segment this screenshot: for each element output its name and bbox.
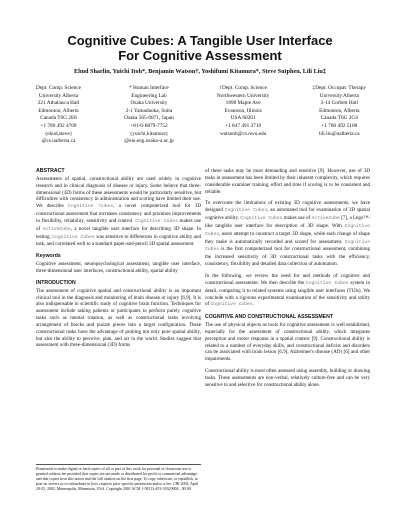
affiliation-line: +1 780 492 5108 <box>321 122 358 129</box>
affiliation-line: Northwestern University <box>216 92 270 99</box>
cognitive-assessment-heading: COGNITIVE AND CONSTRUCTIONAL ASSESSMENT <box>205 314 334 321</box>
affiliation-line: @eie.eng.osaka-u.ac.jp <box>124 138 174 145</box>
paper-title <box>0 33 400 63</box>
affiliation-line: Osaka University <box>130 100 168 107</box>
right-column <box>205 168 370 394</box>
affiliation-line: Dept. Comp. Science <box>36 85 82 91</box>
abstract-part: makes use of <box>36 217 201 232</box>
affiliation-line: +1 847 491 3710 <box>225 122 262 129</box>
title-line-2: For Cognitive Assessment <box>118 48 282 63</box>
body-part: , users attempt to construct a target 3D shape, while each change of shape they make is automatically recorded and scored for assessment. <box>205 230 370 245</box>
affiliation-line: University Alberta <box>319 92 359 99</box>
abstract-part: was sensitive to differences in cognitive ability and task, and correlated well to a standard paper-and-pencil 3D spatial assessment. <box>36 233 201 248</box>
affiliation-line: 221 Athabasca Hall <box>37 100 80 107</box>
system-name: Cognitive Cubes <box>52 234 95 240</box>
abstract-part: , a novel computerized tool for 3D constructional assessment that increases consistency and promises improvements in flexibility, reliability, sensitivity and control. <box>36 203 201 224</box>
body-part: In the following, we review the need for and methods of cognitive and constructional assessment. We then describe the <box>205 272 370 286</box>
body-paragraph: of these tasks may be most demanding and sensitive [9]. However, use of 3D tasks in assessment has been limited by their inherent complexity, which requires considerable examiner training, effort and time if scoring is to be consistent and reliable. <box>205 168 370 195</box>
affiliation-line: Canada T6G 2E8 <box>40 115 77 122</box>
body-part: [7], a Lego™-like tangible user interface for description of 3D shape. With <box>205 215 371 229</box>
introduction-heading: INTRODUCTION <box>36 279 76 286</box>
affiliation-line: Canada T6G 2G4 <box>320 115 358 122</box>
body-part: system in detail, comparing it to related systems using tangible user interfaces (TUIs). We conclude with a rigorous experimental examination of the sensitivity and utility of <box>205 279 371 308</box>
affiliation-line: Osaka 565-0871, Japan <box>124 115 174 122</box>
affiliation-line: {ehud,steve} <box>44 130 73 137</box>
affiliations <box>36 85 366 146</box>
affiliation-line: 1890 Maple Ave <box>225 100 261 107</box>
affiliation-line: +81-6-6879-7752 <box>130 122 168 129</box>
affiliation-alberta-cs <box>36 85 81 146</box>
abstract-heading: ABSTRACT <box>36 168 65 174</box>
affiliation-line: +1 780 492 4768 <box>40 122 77 129</box>
copyright-footnote: Permission to make digital or hard copies of all or part of this work for personal or classroom use is granted without fee provided that copies are not made or distributed for profit or commercial advantage and that copies bear this notice and the full citation on the first page. To copy otherwise, or republish, to post on servers or to redistribute to lists, requires prior specific permission and/or a fee. CHI 2002, April 20-25, 2002, Minneapolis, Minnesota, USA. Copyright 2001 ACM 1-58113-453-3/02/0004…$5.00. <box>36 464 201 492</box>
keywords-heading: Keywords <box>36 253 61 260</box>
abstract-part: Assessments of spatial, constructional ability are used widely in cognitive research and in clinical diagnosis of disease or injury. Some believe that three-dimensional (3D) forms of these assessments would be particularly sensitive, but difficulties with consistency in administration and scoring have limited their use. We describe <box>36 175 201 210</box>
body-paragraph: The use of physical objects as tools for cognitive assessment is well established, especially for the assessment of constructional ability, which integrates perception and motor response in a spatial context [9]. Constructional ability is related to a number of everyday skills, and constructional deficits and disorders can be associated with brain lesion [6,9], Alzheimer's disease (AD) [6] and other impairments. <box>205 322 370 363</box>
system-name: Cognitive Cubes <box>68 204 114 210</box>
affiliation-line: University Alberta <box>38 92 79 99</box>
system-name: Cognitive Cubes <box>224 208 268 214</box>
introduction-text: The assessment of cognitive spatial and constructional ability is an important clinical tool in the diagnosis and monitoring of brain disease or injury [6,9]. It is also indispensable in scientific study of cognitive brain function. Techniques for assessment include asking patients or participants to perform purely cognitive tasks such as mental rotation, as well as constructional tasks involving arrangement of blocks and puzzle pieces into a target configuration. These constructional tasks have the advantage of probing not only pure spatial ability, but also the ability to perceive, plan, and act in the world. Studies suggest that assessment with three-dimensional (3D) forms <box>36 287 201 349</box>
affiliation-line: Edmonton, Alberta <box>38 107 79 114</box>
affiliation-line: †Dept. Comp. Science <box>219 85 267 91</box>
system-name: ActiveCube <box>311 216 340 222</box>
body-part: , an automated tool for examination of 3D spatial cognitive ability. <box>205 207 370 222</box>
system-name: ActiveCube <box>42 226 71 232</box>
keywords-text: Cognitive assessment, neuropsychological assessment, tangible user interface, three-dimensional user interfaces, constructional ability, spatial ability <box>36 261 201 274</box>
body-paragraph: Constructional ability is most often assessed using assembly, building or drawing tasks. These assessments are non-verbal, relatively culture-free and can be very sensitive to and selective for constructional ability alone. <box>205 368 370 388</box>
affiliation-alberta-ot <box>313 85 366 146</box>
affiliation-line: @cs.ualberta.ca <box>41 138 76 145</box>
affiliation-line: 2-1 Yamadaoka, Suita <box>125 107 173 114</box>
body-paragraph <box>205 200 370 268</box>
affiliation-line: USA 60201 <box>230 115 256 122</box>
body-part: To overcome the limitations of existing 3D cognitive assessments, we have designed <box>205 200 370 214</box>
author-list: Ehud Sharlin, Yuichi Itoh*, Benjamin Watson†, Yoshifumi Kitamura*, Steve Sutphen, Lili Liu‡ <box>74 68 326 75</box>
body-paragraph: In the following, we review the need for and methods of cognitive and constructional assessment. We then describe the Cognitive Cubes system in detail, comparing it to related systems using tangible user interfaces (TUIs). We conclude with a rigorous experimental examination of the sensitivity and utility of Cognitive Cubes. <box>205 272 371 308</box>
affiliation-line: ‡Dept. Occupat. Therapy <box>312 85 366 91</box>
system-name: Cognitive Cubes <box>210 302 253 308</box>
affiliation-osaka <box>124 85 174 146</box>
system-name: Cognitive Cubes <box>135 218 178 224</box>
affiliation-line: 3-14 Corbett Hall <box>320 100 358 107</box>
system-name: Cognitive Cubes <box>205 239 371 253</box>
left-column <box>36 168 201 354</box>
abstract-part: , a novel tangible user interface for describing 3D shape. In testing, <box>36 225 201 240</box>
system-name: Cognitive Cubes <box>205 223 370 237</box>
body-part: makes use of <box>283 215 311 222</box>
body-part: is the first computerized tool for constructional assessment, combining the increased sensitivity of 3D constructional tasks with the efficiency, consistency, flexibility and detailed data collection of automation. <box>205 246 371 268</box>
abstract-text <box>36 176 201 248</box>
affiliation-line: Engineering Lab <box>131 92 167 99</box>
system-name: Cognitive Cubes <box>305 280 349 286</box>
affiliation-line: Edmonton, Alberta <box>319 107 360 114</box>
affiliation-line: watsonb@cs.nwu.edu <box>219 130 267 137</box>
affiliation-line: * Human Interface <box>129 85 169 91</box>
affiliation-northwestern <box>217 85 270 146</box>
title-line-1: Cognitive Cubes: A Tangible User Interface <box>67 33 333 48</box>
affiliation-line: {yuichi,kitamura} <box>129 130 169 137</box>
affiliation-line: Evanston, Illinois <box>224 107 262 114</box>
system-name: Cognitive Cubes <box>240 216 283 222</box>
affiliation-line: lili.liu@ualberta.ca <box>318 130 360 137</box>
